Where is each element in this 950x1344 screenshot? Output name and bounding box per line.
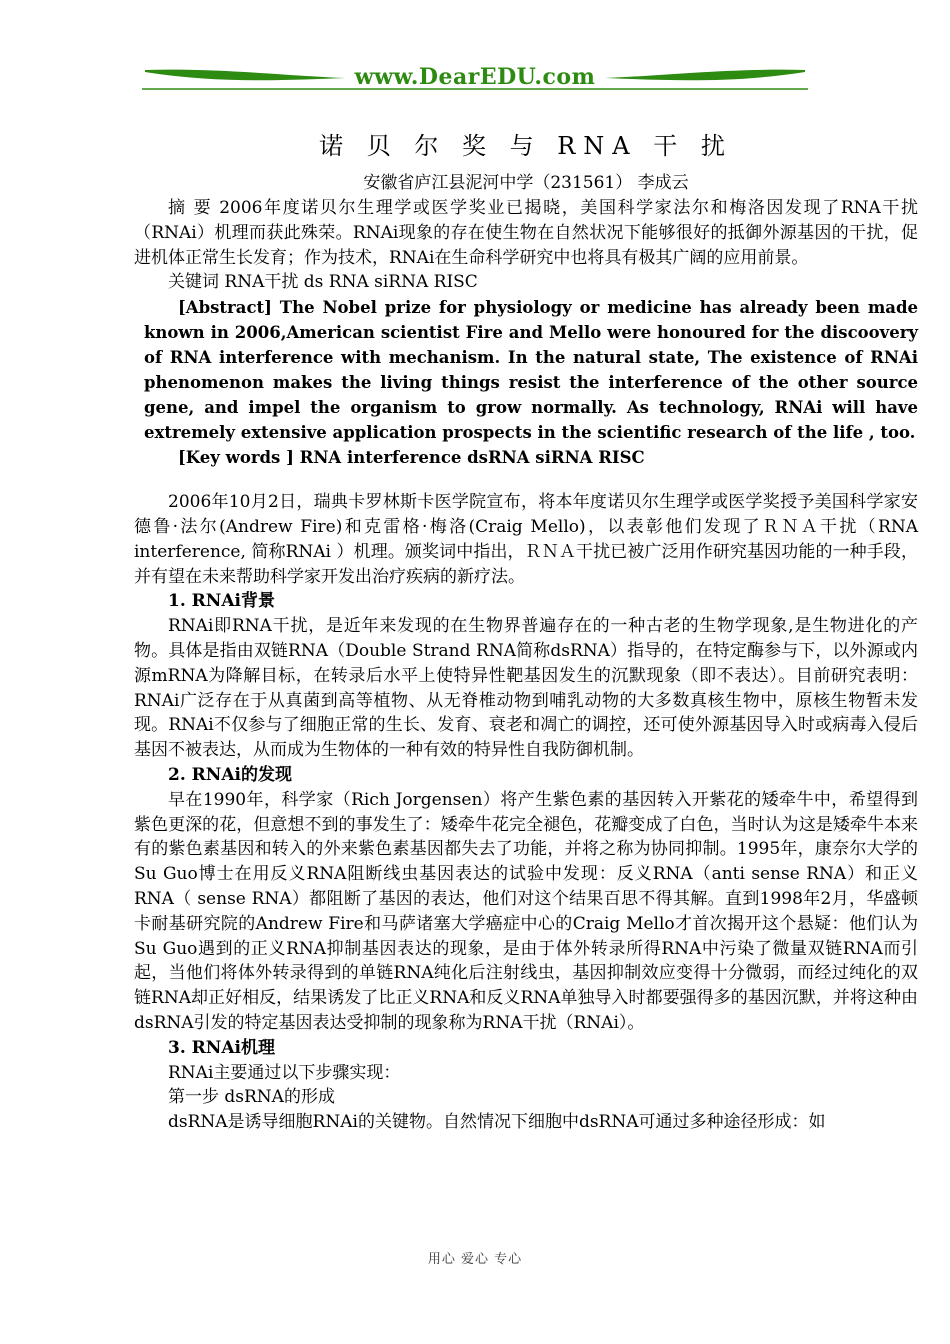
page-title: 诺 贝 尔 奖 与 RNA 干 扰: [319, 132, 733, 160]
header-banner: [140, 62, 810, 94]
keywords-cn: 关键词 RNA干扰 ds RNA siRNA RISC: [168, 272, 478, 293]
step1-body: dsRNA是诱导细胞RNAi的关键物。自然情况下细胞中dsRNA可通过多种途径形成：如: [168, 1112, 826, 1133]
abstract-en: [Abstract] The Nobel prize for physiology or medicine has already been made known in 2006,American scientist Fire and Mello were honoured for the discoovery of RNA interference with mechanism. In the natural state, The existence of RNAi phenomenon makes the living things resist the interference of the other source gene, and impel the organism to grow normally. As technology, RNAi will have extremely extensive application prospects in the scientific research of the life , too.: [144, 298, 918, 443]
section1-body: RNAi即RNA干扰，是近年来发现的在生物界普遍存在的一种古老的生物学现象,是生物进化的产物。具体是指由双链RNA（Double Strand RNA简称dsRNA）指导的，在特定酶参与下，以外源或内源mRNA为降解目标，在转录后水平上使特异性靶基因发生的沉默现象（即不表达）。目前研究表明：RNAi广泛存在于从真菌到高等植物、从无脊椎动物到哺乳动物的大多数真核生物中，原核生物暂未发现。RNAi不仅参与了细胞正常的生长、发育、衰老和凋亡的调控，还可使外源基因导入时或病毒入侵后基因不被表达，从而成为生物体的一种有效的特异性自我防御机制。: [134, 616, 918, 761]
step1-heading: 第一步 dsRNA的形成: [168, 1087, 335, 1108]
article: [134, 128, 918, 1135]
section2-heading: 2. RNAi的发现: [168, 764, 292, 785]
section1-heading: 1. RNAi背景: [168, 591, 275, 612]
section3-intro: RNAi主要通过以下步骤实现：: [168, 1062, 401, 1083]
page-footer: 用心 爱心 专心: [427, 1252, 523, 1267]
intro-paragraph: 2006年10月2日，瑞典卡罗林斯卡医学院宣布，将本年度诺贝尔生理学或医学奖授予美国科学家安德鲁·法尔(Andrew Fire)和克雷格·梅洛(Craig Mello)，以表彰他们发现了ＲＮＡ干扰（RNA interference, 简称RNAi ）机理。颁奖词中指出，ＲＮＡ干扰已被广泛用作研究基因功能的一种手段，并有望在未来帮助科学家开发出治疗疾病的新疗法。: [134, 492, 918, 587]
keywords-en: [Key words ] RNA interference dsRNA siRNA RISC: [178, 448, 645, 468]
site-logo: www.DearEDU.com: [354, 64, 596, 90]
abstract-cn: 摘 要 2006年度诺贝尔生理学或医学奖业已揭晓，美国科学家法尔和梅洛因发现了RNA干扰（RNAi）机理而获此殊荣。RNAi现象的存在使生物在自然状况下能够很好的抵御外源基因的干扰，促进机体正常生长发育；作为技术，RNAi在生命科学研究中也将具有极其广阔的应用前景。: [134, 198, 918, 268]
spacer: [134, 470, 918, 490]
author-line: 安徽省庐江县泥河中学（231561） 李成云: [363, 173, 689, 193]
section3-heading: 3. RNAi机理: [168, 1037, 275, 1058]
section2-body: 早在1990年，科学家（Rich Jorgensen）将产生紫色素的基因转入开紫花的矮牵牛中，希望得到紫色更深的花，但意想不到的事发生了：矮牵牛花完全褪色，花瓣变成了白色，当时认为这是矮牵牛本来有的紫色素基因和转入的外来紫色素基因都失去了功能，并将之称为协同抑制。1995年，康奈尔大学的Su Guo博士在用反义RNA阻断线虫基因表达的试验中发现：反义RNA（anti sense RNA）和正义RNA（ sense RNA）都阻断了基因的表达，他们对这个结果百思不得其解。直到1998年2月，华盛顿卡耐基研究院的Andrew Fire和马萨诸塞大学癌症中心的Craig Mello才首次揭开这个悬疑：他们认为Su Guo遇到的正义RNA抑制基因表达的现象，是由于体外转录所得RNA中污染了微量双链RNA而引起，当他们将体外转录得到的单链RNA纯化后注射线虫，基因抑制效应变得十分微弱，而经过纯化的双链RNA却正好相反，结果诱发了比正义RNA和反义RNA单独导入时都要强得多的基因沉默，并将这种由dsRNA引发的特定基因表达受抑制的现象称为RNA干扰（RNAi）。: [134, 789, 918, 1033]
